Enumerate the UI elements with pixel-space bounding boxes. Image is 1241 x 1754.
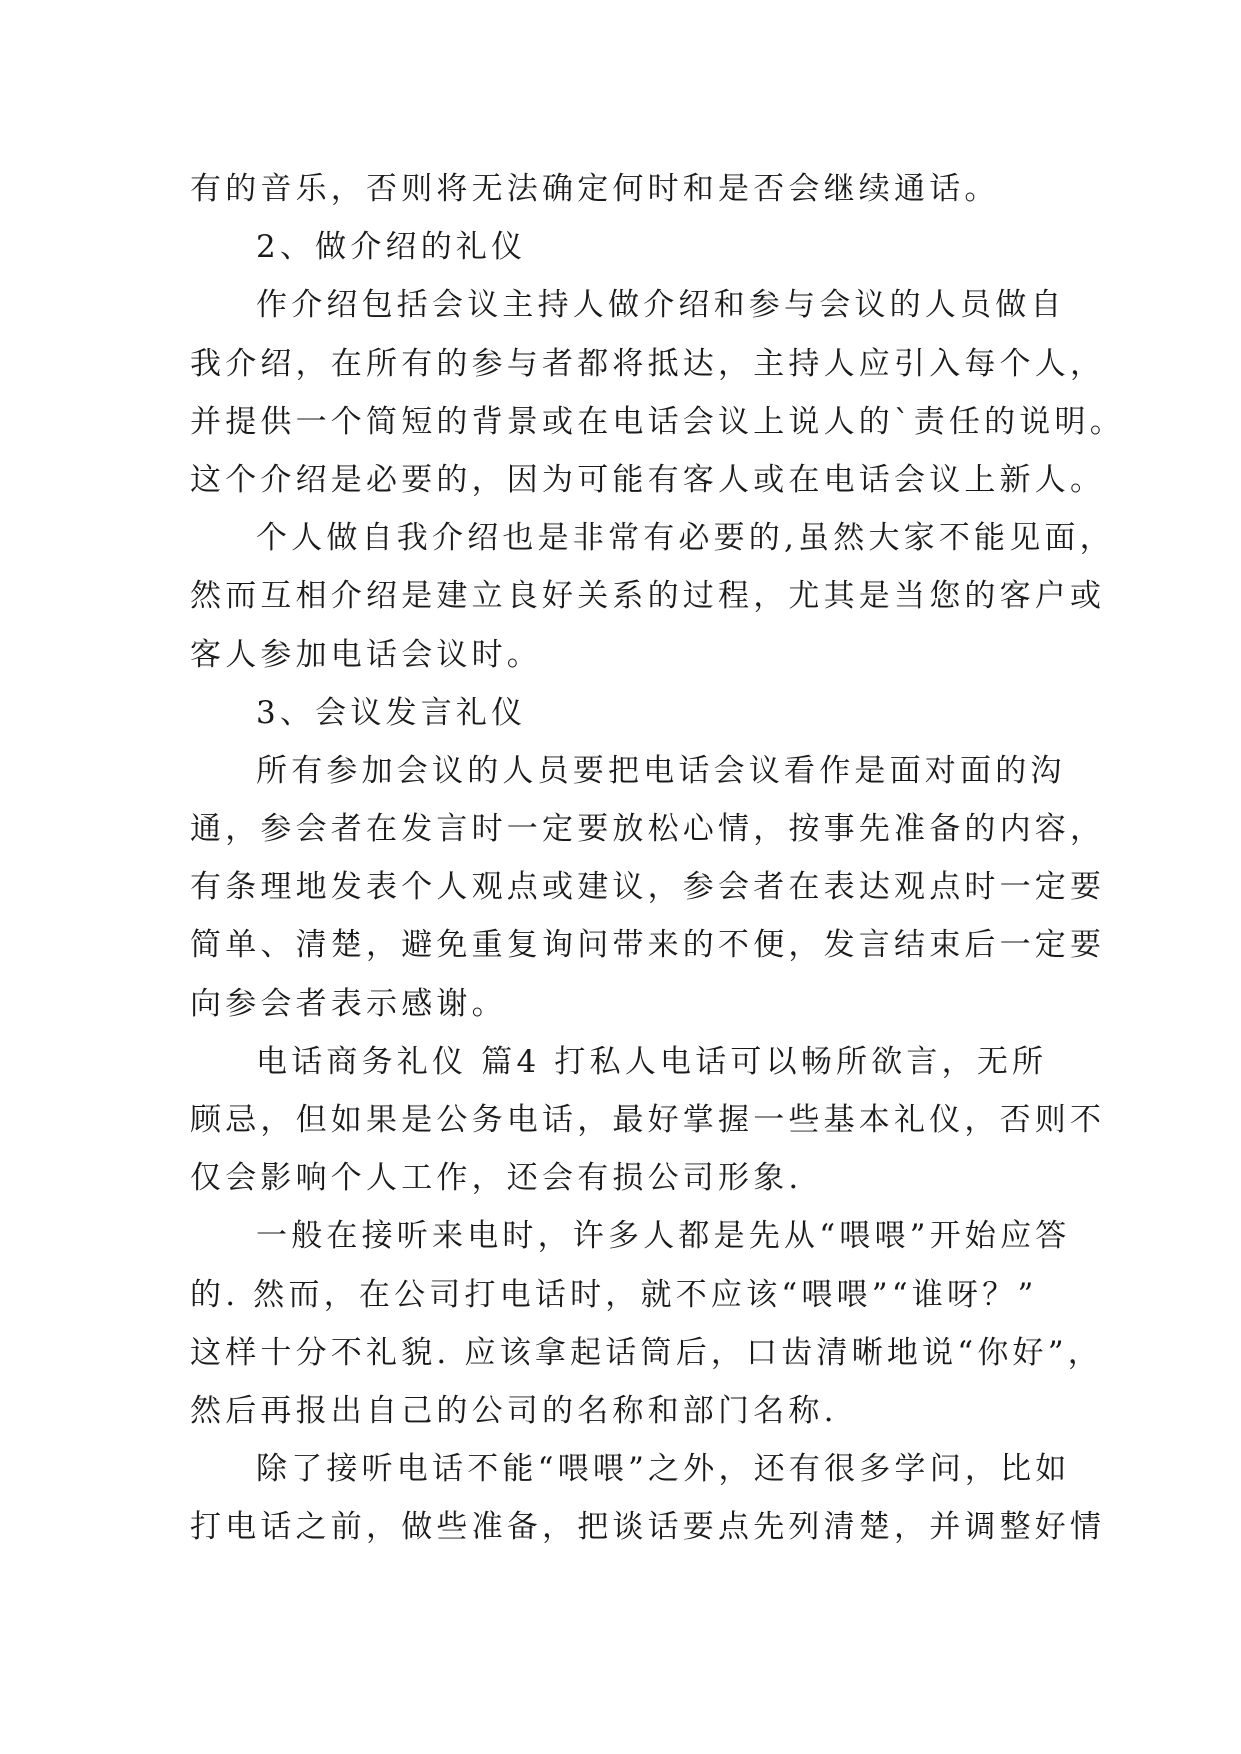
text-line: 所有参加会议的人员要把电话会议看作是面对面的沟 — [256, 752, 1066, 789]
text-line: 这样十分不礼貌. 应该拿起话筒后，口齿清晰地说“你好”， — [190, 1334, 1104, 1371]
text-line: 除了接听电话不能“喂喂”之外，还有很多学问，比如 — [256, 1451, 1071, 1488]
text-line: 通，参会者在发言时一定要放松心情，按事先准备的内容， — [190, 811, 1106, 848]
text-line: 一般在接听来电时，许多人都是先从“喂喂”开始应答 — [256, 1218, 1071, 1255]
body-text — [190, 160, 1125, 1557]
text-line: 个人做自我介绍也是非常有必要的,虽然大家不能见面， — [256, 520, 1115, 557]
text-line: 然后再报出自己的公司的名称和部门名称. — [190, 1392, 838, 1429]
text-line: 向参会者表示感谢。 — [190, 985, 507, 1022]
text-line: 有条理地发表个人观点或建议，参会者在表达观点时一定要 — [190, 869, 1106, 906]
text-line: 并提供一个简短的背景或在电话会议上说人的`责任的说明。 — [190, 403, 1125, 440]
text-line: 然而互相介绍是建立良好关系的过程，尤其是当您的客户或 — [190, 578, 1106, 615]
text-line: 顾忌，但如果是公务电话，最好掌握一些基本礼仪，否则不 — [190, 1102, 1106, 1138]
text-line: 的. 然而，在公司打电话时，就不应该“喂喂”“谁呀？” — [190, 1276, 1038, 1313]
text-line: 打电话之前，做些准备，把谈话要点先列清楚，并调整好情 — [190, 1509, 1106, 1546]
text-line: 简单、清楚，避免重复询问带来的不便，发言结束后一定要 — [190, 927, 1106, 964]
text-line: 这个介绍是必要的，因为可能有客人或在电话会议上新人。 — [190, 461, 1106, 498]
text-line: 电话商务礼仪 篇4 打私人电话可以畅所欲言，无所 — [256, 1043, 1048, 1080]
text-line: 作介绍包括会议主持人做介绍和参与会议的人员做自 — [256, 287, 1066, 324]
text-line: 仅会影响个人工作，还会有损公司形象. — [190, 1160, 803, 1197]
text-line: 有的音乐，否则将无法确定何时和是否会继续通话。 — [190, 171, 1000, 207]
text-line: 我介绍，在所有的参与者都将抵达，主持人应引入每个人， — [190, 345, 1106, 382]
section-heading: 2、做介绍的礼仪 — [256, 229, 527, 266]
text-line: 客人参加电话会议时。 — [190, 636, 542, 673]
section-heading: 3、会议发言礼仪 — [256, 694, 527, 731]
